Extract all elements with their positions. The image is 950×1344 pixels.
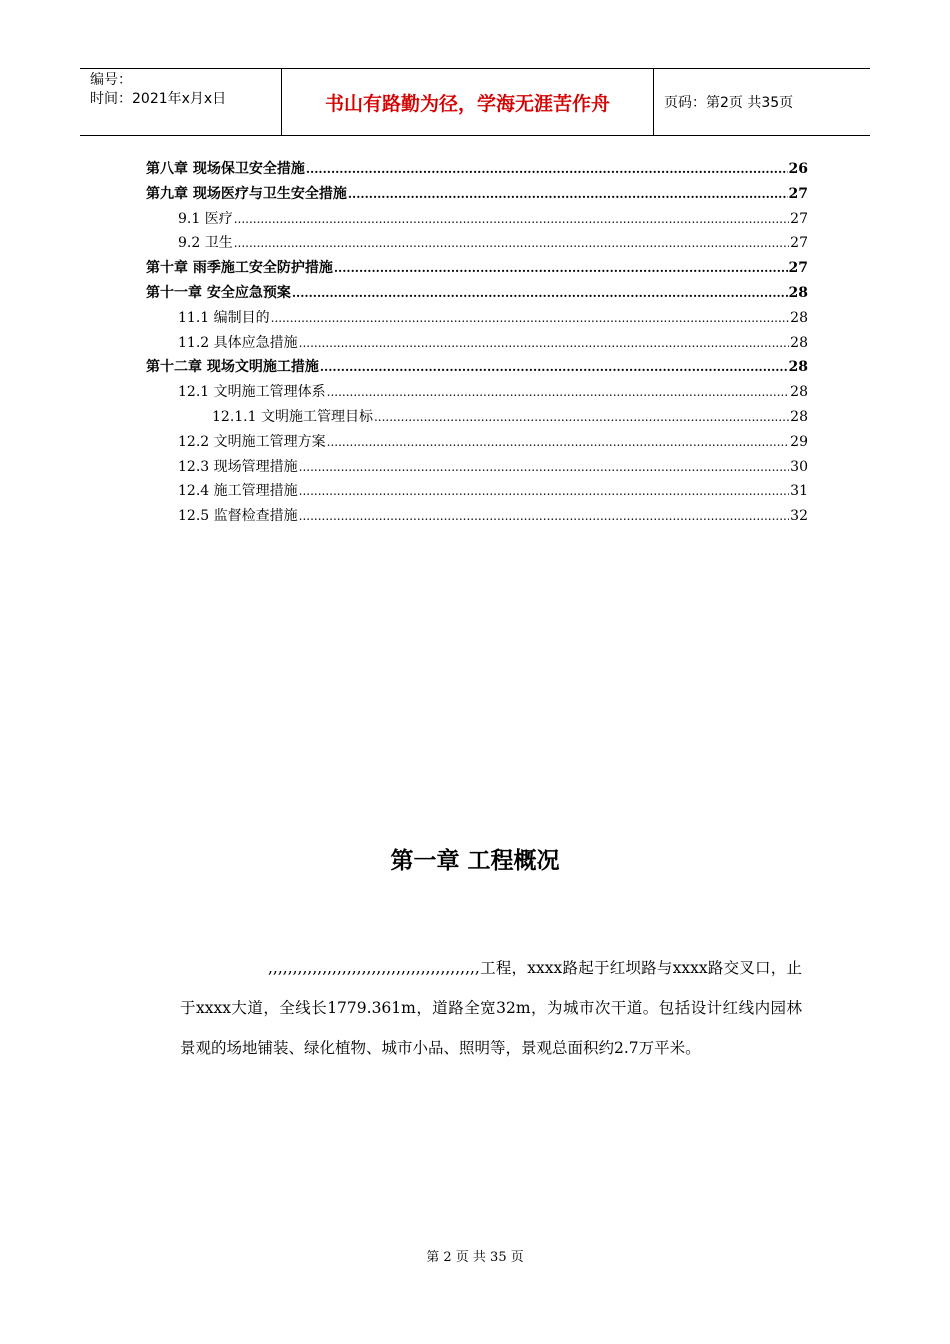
toc-entry-title: 12.1.1 文明施工管理目标 [212,408,373,425]
toc-dot-leader [320,360,788,374]
toc-entry[interactable] [146,232,808,257]
toc-entry-page: 28 [790,309,808,326]
table-of-contents [146,158,808,530]
toc-dot-leader [271,311,790,325]
page-footer: 第 2 页 共 35 页 [426,1250,524,1265]
document-date-label: 时间：2021年x月x日 [90,91,227,107]
toc-entry[interactable] [146,381,808,406]
toc-dot-leader [234,212,789,226]
toc-entry[interactable] [146,431,808,456]
toc-entry-page: 28 [790,408,808,425]
toc-entry-page: 28 [788,359,808,376]
toc-dot-leader [299,460,790,474]
toc-entry-page: 28 [788,284,808,301]
toc-dot-leader [327,385,790,399]
toc-entry-page: 31 [790,483,808,500]
chapter-title: 第一章 工程概况 [390,848,560,874]
header-motto: 书山有路勤为径，学海无涯苦作舟 [282,69,654,135]
header-meta [80,69,282,135]
toc-entry-page: 30 [790,458,808,475]
toc-entry[interactable] [146,307,808,332]
toc-dot-leader [327,435,790,449]
toc-entry-title: 12.5 监督检查措施 [178,508,298,525]
header-page-label: 页码：第2页 共35页 [664,95,794,111]
toc-entry-title: 12.4 施工管理措施 [178,483,298,500]
toc-entry-title: 第八章 现场保卫安全措施 [146,161,305,177]
toc-entry[interactable] [146,282,808,307]
toc-entry[interactable] [146,332,808,357]
toc-entry-title: 11.1 编制目的 [178,309,270,326]
toc-dot-leader [334,261,788,275]
toc-dot-leader [348,187,788,201]
toc-entry[interactable] [146,183,808,208]
toc-entry-title: 11.2 具体应急措施 [178,334,298,351]
toc-dot-leader [299,509,790,523]
toc-entry-page: 27 [788,260,808,277]
toc-entry-page: 27 [790,210,808,227]
toc-dot-leader [306,162,788,176]
toc-dot-leader [299,484,790,498]
toc-entry-page: 29 [790,433,808,450]
toc-entry[interactable] [146,406,808,431]
toc-entry-title: 第十一章 安全应急预案 [146,284,291,301]
toc-entry-title: 第十二章 现场文明施工措施 [146,359,319,376]
toc-entry-page: 32 [790,508,808,525]
toc-entry-title: 9.2 卫生 [178,235,233,252]
toc-entry-page: 26 [788,161,808,177]
toc-entry[interactable] [146,505,808,530]
toc-entry[interactable] [146,356,808,381]
toc-dot-leader [299,336,790,350]
toc-dot-leader [374,410,789,424]
toc-entry-page: 28 [790,334,808,351]
toc-entry-title: 9.1 医疗 [178,210,233,227]
toc-entry[interactable] [146,456,808,481]
toc-entry-title: 第九章 现场医疗与卫生安全措施 [146,185,347,202]
toc-entry-title: 第十章 雨季施工安全防护措施 [146,260,333,277]
toc-entry[interactable] [146,208,808,233]
toc-entry-page: 28 [790,384,808,401]
page-header [80,68,870,136]
toc-dot-leader [292,286,788,300]
toc-entry[interactable] [146,480,808,505]
toc-entry-title: 12.3 现场管理措施 [178,458,298,475]
toc-dot-leader [234,236,789,250]
toc-entry-title: 12.2 文明施工管理方案 [178,433,326,450]
toc-entry-page: 27 [790,235,808,252]
body-paragraph: ,,,,,,,,,,,,,,,,,,,,,,,,,,,,,,,,,,,,,,,,,,,工程，xxxx路起于红坝路与xxxx路交叉口，止于xxxx大道，全线长1779.361m，道路全宽32m，为城市次干道。包括设计红线内园林景观的场地铺装、绿化植物、城市小品、照明等，景观总面积约2.7万平米。 [180,959,802,1057]
toc-entry-title: 12.1 文明施工管理体系 [178,384,326,401]
toc-entry[interactable] [146,257,808,282]
toc-entry-page: 27 [788,185,808,202]
document-number-label: 编号： [90,72,132,88]
toc-entry[interactable] [146,158,808,183]
